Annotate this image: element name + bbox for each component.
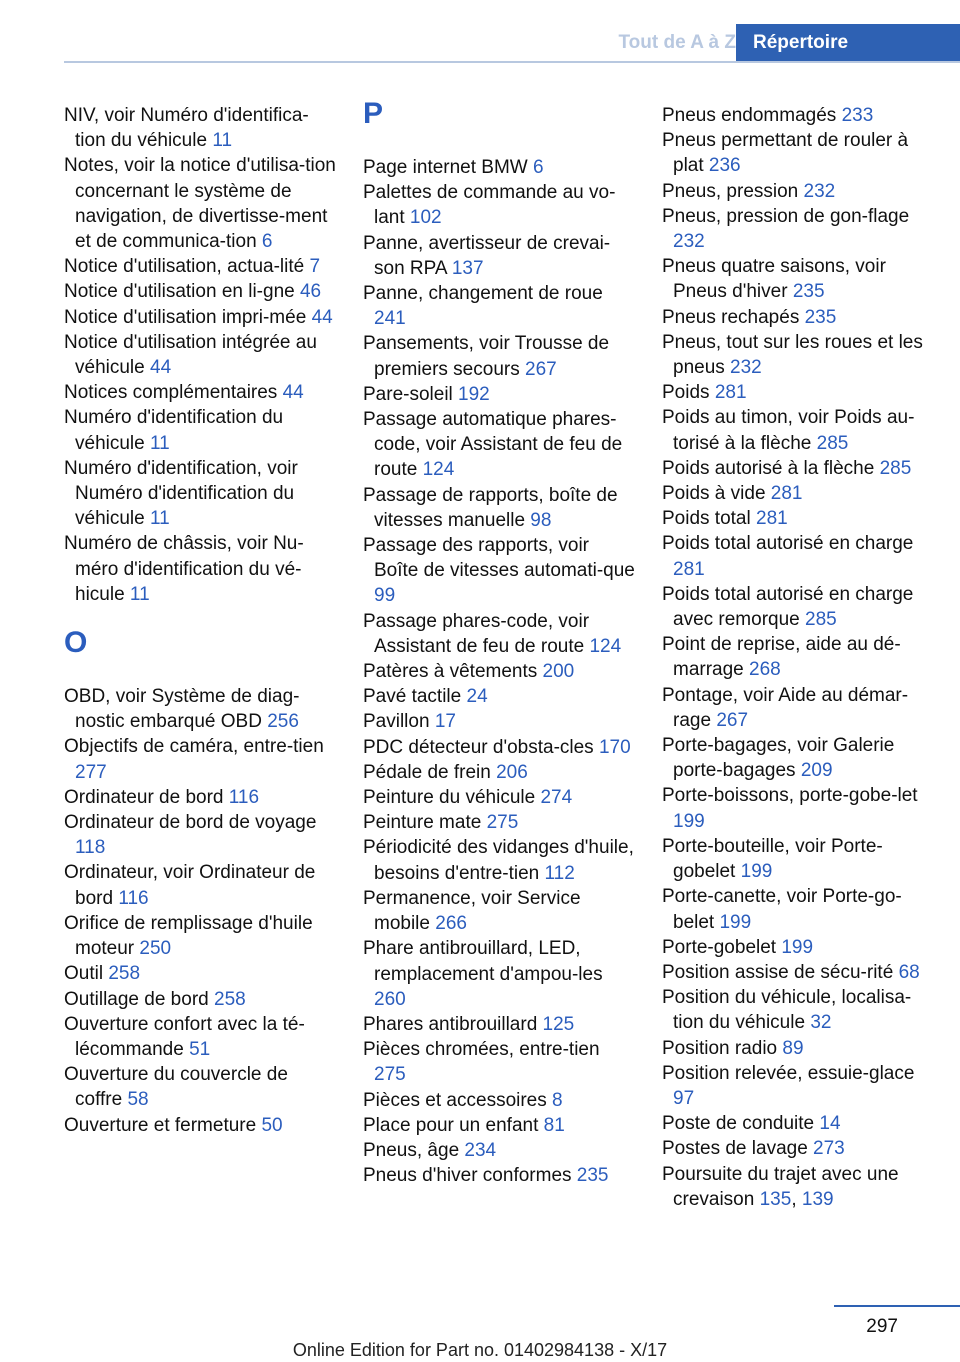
index-entry (662, 783, 932, 833)
index-entry (662, 305, 932, 330)
index-entry-text: Numéro de châssis, voir Nu-méro d'identification du vé-hicule (64, 533, 304, 605)
index-entry-text: Porte-boissons, porte-gobe-let (662, 785, 918, 807)
page-reference-link[interactable]: 232 (803, 180, 836, 202)
index-entry-text: Ouverture et fermeture (64, 1114, 262, 1136)
index-entry-text: Passage phares-code, voir Assistant de feu de route (363, 610, 590, 657)
index-entry-text: Passage de rapports, boîte de vitesses manuelle (363, 484, 618, 531)
index-entry (662, 683, 932, 733)
page-reference-link[interactable]: 44 (311, 306, 333, 328)
index-entry (64, 860, 336, 910)
index-entry (64, 305, 336, 330)
page-reference-link[interactable]: 116 (118, 887, 149, 909)
header-section-title: Tout de A à Z (618, 32, 736, 53)
page-reference-link[interactable]: 6 (261, 231, 273, 253)
page-reference-link[interactable]: 97 (673, 1087, 695, 1109)
index-entry-text: Position du véhicule, localisa-tion du véhicule (662, 987, 912, 1034)
header-chapter-tab: Répertoire (736, 24, 960, 62)
index-entry (662, 1162, 932, 1212)
page-reference-link[interactable]: 98 (530, 509, 552, 531)
page-reference-link[interactable]: 199 (740, 861, 773, 883)
page-reference-link[interactable]: 81 (543, 1114, 565, 1136)
page-reference-link[interactable]: 170 (598, 736, 631, 758)
index-entry-text: Ordinateur de bord de voyage (64, 812, 317, 834)
page-reference-link[interactable]: 277 (75, 761, 107, 783)
index-entry-text: Notice d'utilisation impri-mée (64, 306, 312, 328)
header-divider (64, 61, 960, 63)
page-reference-link[interactable]: 24 (466, 686, 488, 708)
index-entry-text: Outillage de bord (64, 988, 214, 1010)
page-reference-link[interactable]: 250 (139, 938, 172, 960)
index-entry (662, 103, 932, 128)
footer-divider (834, 1305, 960, 1307)
index-entry-text: Ordinateur, voir Ordinateur de bord (64, 862, 316, 909)
index-entry (363, 810, 635, 835)
index-entry-text: Numéro d'identification, voir Numéro d'identification du véhicule (64, 457, 298, 530)
page-reference-link[interactable]: 112 (544, 862, 575, 884)
page-reference-link[interactable]: 285 (816, 432, 849, 454)
index-entry (64, 330, 336, 380)
index-entry (64, 279, 336, 304)
page-reference-link[interactable]: 273 (813, 1138, 845, 1160)
index-entry-text: Pneus quatre saisons, voir Pneus d'hiver (662, 256, 886, 303)
index-column-3 (662, 103, 932, 1212)
index-entry (363, 735, 635, 760)
index-entry (363, 1113, 635, 1138)
page-reference-link[interactable]: 268 (749, 659, 781, 681)
index-entry (64, 103, 336, 153)
index-entry-text: Panne, changement de roue (363, 283, 603, 305)
page-reference-link[interactable]: 232 (730, 357, 762, 379)
index-entry-text: Objectifs de caméra, entre-tien (64, 736, 324, 758)
index-entry (64, 153, 336, 254)
index-entry-text: PDC détecteur d'obsta-cles (363, 736, 599, 758)
index-entry-text: Pansements, voir Trousse de premiers secours (363, 333, 610, 380)
index-entry (64, 961, 336, 986)
page-reference-link[interactable]: 281 (756, 508, 788, 530)
page-reference-link[interactable]: 235 (792, 281, 825, 303)
index-entry-text: Poids total autorisé en charge avec remorque (662, 583, 914, 631)
index-entry-text: Porte-canette, voir Porte-go-belet (662, 886, 902, 933)
index-entry-text: Patères à vêtements (363, 661, 543, 683)
index-entry (64, 1113, 336, 1138)
page-reference-link[interactable]: 124 (589, 635, 622, 657)
page-reference-link[interactable]: 116 (228, 786, 260, 808)
index-entry (662, 1111, 932, 1136)
index-entry (363, 709, 635, 734)
index-entry-text: Pneus endommagés (662, 105, 842, 126)
index-entry-text: Périodicité des vidanges d'huile, besoins d'entre-tien (363, 837, 634, 884)
index-entry-text: Pavillon (363, 711, 435, 733)
page-reference-link[interactable]: 285 (805, 609, 837, 631)
page-reference-link[interactable]: 118 (75, 837, 106, 859)
index-entry (64, 810, 336, 860)
index-entry-text: Ouverture confort avec la té-lécommande (64, 1013, 305, 1060)
page-reference-link[interactable]: 99 (374, 585, 396, 607)
index-entry-text: Permanence, voir Service mobile (363, 887, 581, 935)
page-reference-link[interactable]: 285 (879, 457, 912, 479)
index-entry-text: Orifice de remplissage d'huile moteur (64, 912, 313, 960)
index-entry-text: Poursuite du trajet avec une crevaison (662, 1163, 899, 1210)
page-reference-link[interactable]: 11 (212, 130, 233, 152)
index-entry-text: Palettes de commande au vo-lant (363, 182, 616, 229)
index-entry-text: Page internet BMW (363, 157, 534, 178)
page-header (0, 24, 960, 62)
page-reference-link[interactable]: 89 (782, 1037, 804, 1059)
index-entry-text: Pièces et accessoires (363, 1089, 553, 1111)
index-letter-heading: P (363, 97, 384, 130)
page-reference-link[interactable]: 275 (374, 1064, 406, 1086)
index-entry-text: Poste de conduite (662, 1113, 820, 1135)
page-reference-link[interactable]: 124 (422, 459, 455, 481)
page-reference-link[interactable]: 11 (129, 583, 150, 605)
page-reference-link[interactable]: 192 (458, 383, 490, 405)
page-reference-link[interactable]: 51 (189, 1038, 211, 1060)
index-entry (363, 533, 635, 609)
index-entry-text: Notes, voir la notice d'utilisa-tion concernant le système de navigation, de divertisse-ment et de communica-tion (64, 155, 336, 253)
index-entry (662, 1036, 932, 1061)
index-entry (363, 684, 635, 709)
index-entry (363, 785, 635, 810)
index-entry (64, 911, 336, 961)
page-reference-link[interactable]: 46 (299, 281, 322, 303)
page-reference-link[interactable]: 281 (714, 382, 747, 404)
index-entry (662, 481, 932, 506)
index-entry-text: Porte-gobelet (662, 936, 782, 958)
index-entry (662, 204, 932, 254)
index-entry-text: Poids au timon, voir Poids au-torisé à la flèche (662, 407, 915, 454)
index-entry-text: Porte-bagages, voir Galerie porte-bagages (662, 735, 895, 782)
index-entry-text: Peinture mate (363, 812, 487, 834)
index-entry (64, 1062, 336, 1112)
index-entry (64, 785, 336, 810)
index-entry-text: Pavé tactile (363, 686, 467, 708)
index-entry-text: Poids total (662, 508, 756, 530)
index-entry (64, 380, 336, 405)
index-entry-text: Porte-bouteille, voir Porte-gobelet (662, 835, 883, 883)
page-reference-link[interactable]: 233 (841, 105, 874, 126)
page-reference-link[interactable]: 234 (464, 1139, 497, 1161)
page-reference-link[interactable]: 68 (898, 961, 920, 983)
index-entry-text: Poids autorisé à la flèche (662, 457, 880, 479)
index-entry (662, 1136, 932, 1161)
page-reference-link[interactable]: 135 (759, 1188, 792, 1210)
page-reference-link[interactable]: 209 (800, 760, 833, 782)
index-entry-text: Phares antibrouillard (363, 1013, 543, 1035)
page-reference-link[interactable]: 206 (496, 761, 528, 783)
index-entry-text: Pneus, pression de gon-flage (662, 205, 910, 227)
index-entry-text: Position radio (662, 1037, 783, 1059)
index-entry-text: Poids (662, 382, 715, 404)
page-reference-link[interactable]: 17 (434, 711, 456, 733)
page-reference-link[interactable]: 44 (150, 357, 172, 379)
page-reference-link[interactable]: 281 (770, 483, 803, 505)
index-entry-text: Position relevée, essuie-glace (662, 1062, 915, 1084)
index-entry-text: Pédale de frein (363, 761, 497, 783)
index-entry (662, 632, 932, 682)
page-reference-link[interactable]: 102 (409, 207, 442, 229)
page-reference-link[interactable]: 232 (673, 231, 705, 253)
index-entry-text: Outil (64, 963, 109, 985)
index-entry-text: Pontage, voir Aide au démar-rage (662, 684, 909, 731)
index-entry-text: Pneus d'hiver conformes (363, 1165, 577, 1187)
index-entry (662, 330, 932, 380)
page-reference-link[interactable]: 58 (127, 1089, 149, 1111)
page-reference-link[interactable]: 6 (533, 157, 544, 178)
index-entry (662, 506, 932, 531)
page-reference-link[interactable]: 199 (781, 936, 814, 958)
index-entry (363, 1037, 635, 1087)
page-reference-link[interactable]: 50 (261, 1114, 283, 1136)
index-entry (662, 985, 932, 1035)
index-entry (64, 531, 336, 607)
index-entry (662, 960, 932, 985)
index-entry (363, 382, 635, 407)
page-reference-link[interactable]: 258 (214, 988, 246, 1010)
index-entry (662, 884, 932, 934)
index-entry-text: Notice d'utilisation, actua-lité (64, 256, 310, 278)
index-entry (363, 760, 635, 785)
index-entry-text: Pare-soleil (363, 383, 459, 405)
page-reference-link[interactable]: 266 (435, 913, 467, 935)
index-entry (363, 231, 635, 281)
index-entry-text: Place pour un enfant (363, 1114, 544, 1136)
index-entry-text: Pneus, pression (662, 180, 804, 202)
index-entry (363, 1088, 635, 1113)
index-entry (363, 886, 635, 936)
page-reference-link[interactable]: 256 (267, 711, 299, 733)
page-reference-link[interactable]: 44 (282, 382, 304, 404)
index-entry (64, 987, 336, 1012)
page-reference-link[interactable]: 8 (552, 1089, 563, 1111)
index-entry (64, 405, 336, 455)
index-entry-text: Ouverture du couvercle de coffre (64, 1064, 288, 1111)
page-reference-link[interactable]: 199 (673, 810, 705, 832)
index-entry-text: OBD, voir Système de diag-nostic embarqué OBD (64, 686, 300, 733)
index-entry (662, 405, 932, 455)
index-entry (662, 456, 932, 481)
index-entry-text: Notice d'utilisation intégrée au véhicule (64, 331, 317, 379)
page-reference-link[interactable]: 11 (150, 432, 170, 454)
index-entry (662, 179, 932, 204)
index-entry (662, 531, 932, 581)
page-reference-link[interactable]: 236 (708, 155, 741, 177)
index-entry (363, 180, 635, 230)
page-reference-link[interactable]: 32 (810, 1012, 832, 1034)
index-entry (363, 483, 635, 533)
index-entry-text: Poids à vide (662, 483, 771, 505)
index-entry (662, 582, 932, 632)
index-entry (64, 734, 336, 784)
index-letter-heading: O (64, 626, 88, 660)
page-reference-link[interactable]: 125 (542, 1013, 575, 1035)
index-entry-text: Postes de lavage (662, 1138, 814, 1160)
index-entry (662, 380, 932, 405)
index-entry-text: Notices complémentaires (64, 382, 283, 404)
page-reference-link[interactable]: 200 (542, 661, 575, 683)
index-entry (363, 1138, 635, 1163)
page-reference-link[interactable]: 199 (719, 911, 752, 933)
page-reference-link[interactable]: 258 (108, 963, 141, 985)
index-entry (363, 936, 635, 1012)
index-entry (363, 331, 635, 381)
index-entry (363, 1163, 635, 1188)
index-entry (662, 935, 932, 960)
page-reference-link[interactable]: 7 (309, 256, 321, 278)
index-entry (363, 835, 635, 885)
index-entry-text: Pneus, âge (363, 1139, 465, 1161)
edition-note: Online Edition for Part no. 01402984138 - X/17 (292, 1340, 668, 1360)
page-separator: , (791, 1188, 802, 1210)
index-entry (363, 407, 635, 483)
index-entry (363, 155, 635, 180)
index-entry-text: Phare antibrouillard, LED, remplacement d'ampou-les (363, 938, 603, 985)
page-reference-link[interactable]: 235 (804, 306, 837, 328)
index-entry (662, 254, 932, 304)
index-entry-text: Passage automatique phares-code, voir Assistant de feu de route (363, 409, 623, 481)
page-reference-link[interactable]: 241 (374, 308, 406, 330)
index-entry-text: Pneus rechapés (662, 306, 805, 328)
page-reference-link[interactable]: 281 (673, 558, 705, 580)
index-entry-text: Position assise de sécu-rité (662, 961, 899, 983)
index-entry (662, 834, 932, 884)
index-entry (363, 1012, 635, 1037)
index-entry (662, 1061, 932, 1111)
index-entry (363, 659, 635, 684)
index-entry-text: Notice d'utilisation en li-gne (64, 281, 300, 303)
index-entry-text: Poids total autorisé en charge (662, 533, 914, 555)
index-entry (64, 254, 336, 279)
index-entry-text: Pneus permettant de rouler à plat (662, 130, 909, 177)
index-entry-text: Numéro d'identification du véhicule (64, 407, 284, 454)
index-entry-text: Pneus, tout sur les roues et les pneus (662, 331, 923, 379)
index-entry-text: Pièces chromées, entre-tien (363, 1039, 600, 1061)
index-entry (64, 456, 336, 532)
index-entry (64, 1012, 336, 1062)
index-entry (662, 128, 932, 178)
index-column-1 (64, 103, 336, 1138)
index-entry-text: NIV, voir Numéro d'identifica-tion du véhicule (64, 105, 309, 152)
index-entry-text: Point de reprise, aide au dé-marrage (662, 634, 901, 681)
index-entry-text: Passage des rapports, voir Boîte de vitesses automati-que (363, 535, 635, 582)
index-entry (662, 733, 932, 783)
page-reference-link[interactable]: 260 (374, 988, 406, 1010)
page-reference-link[interactable]: 275 (486, 812, 519, 834)
page-reference-link[interactable]: 267 (716, 709, 749, 731)
page-reference-link[interactable]: 267 (525, 358, 557, 380)
index-column-2 (363, 97, 635, 1188)
page-reference-link[interactable]: 139 (801, 1188, 834, 1210)
page-reference-link[interactable]: 137 (451, 257, 484, 279)
page-reference-link[interactable]: 14 (819, 1113, 841, 1135)
index-entry (64, 684, 336, 734)
index-entry-text: Ordinateur de bord (64, 786, 229, 808)
index-entry (363, 609, 635, 659)
index-entry-text: Peinture du véhicule (363, 787, 541, 809)
index-entry (363, 281, 635, 331)
page-reference-link[interactable]: 235 (576, 1165, 609, 1187)
page-number: 297 (866, 1316, 898, 1337)
page-reference-link[interactable]: 274 (540, 787, 573, 809)
page-reference-link[interactable]: 11 (150, 508, 170, 530)
index-entry-text: Panne, avertisseur de crevai-son RPA (363, 232, 611, 279)
